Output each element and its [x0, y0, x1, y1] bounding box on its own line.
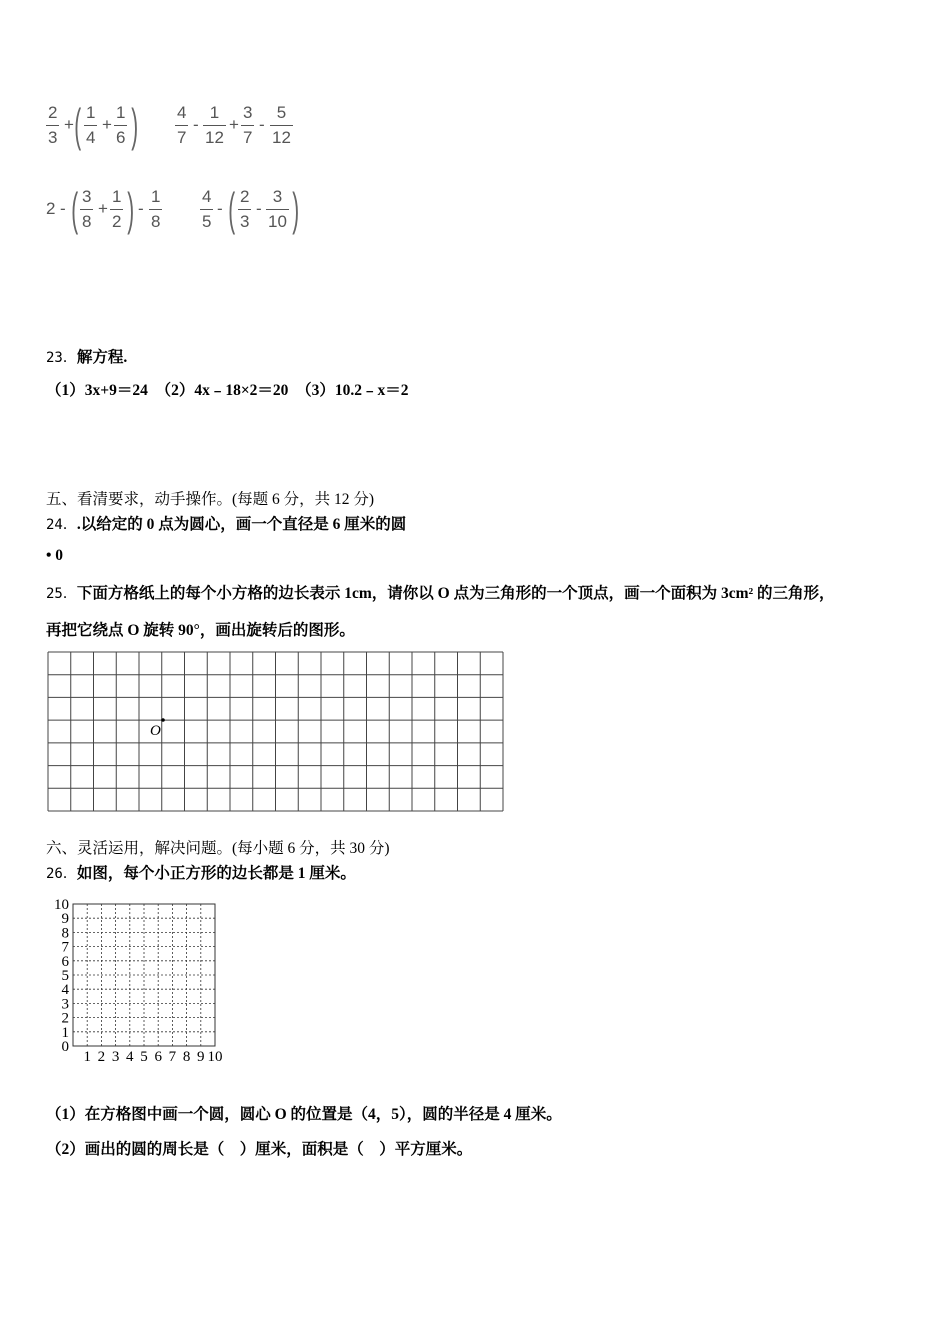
q26-sub2: （2）画出的圆的周长是（ ）厘米，面积是（ ）平方厘米。: [46, 1141, 473, 1158]
denominator: 4: [86, 128, 96, 147]
y-tick-label: 1: [61, 1024, 69, 1041]
operator: +: [98, 199, 108, 218]
denominator: 12: [272, 128, 291, 147]
fraction: [241, 103, 254, 148]
left-paren: (: [74, 99, 82, 151]
y-tick-label: 0: [61, 1039, 69, 1055]
denominator: 5: [202, 212, 212, 231]
question-number: 23．: [46, 350, 77, 366]
x-tick-label: 4: [126, 1049, 134, 1065]
fraction: [203, 103, 226, 148]
fraction: [80, 187, 93, 232]
left-paren: (: [71, 183, 79, 235]
question-number: 25．: [46, 586, 77, 602]
x-tick-label: 10: [207, 1049, 223, 1065]
fraction: [84, 103, 97, 148]
denominator: 7: [177, 128, 187, 147]
operator: -: [217, 199, 223, 218]
operator: -: [138, 199, 144, 218]
q23-equations: （1）3x+9＝24 （2）4x﹣18×2＝20 （3）10.2﹣x＝2: [46, 382, 409, 399]
denominator: 8: [151, 212, 161, 231]
x-tick-label: 1: [83, 1049, 91, 1065]
origin-label: O: [150, 723, 161, 739]
section-5-heading: 五、看清要求，动手操作。(每题 6 分，共 12 分): [46, 491, 375, 508]
operator: +: [64, 115, 74, 134]
denominator: 2: [112, 212, 122, 231]
fraction: [266, 187, 289, 232]
y-tick-label: 4: [61, 982, 69, 999]
operator: -: [259, 115, 265, 134]
numerator: 1: [151, 187, 161, 206]
q26-grid: [46, 894, 236, 1066]
numerator: 3: [82, 187, 92, 206]
fraction: [175, 103, 188, 148]
number: 2: [46, 199, 56, 218]
q26-title: [46, 861, 356, 883]
right-paren: ): [127, 183, 135, 235]
numerator: 1: [86, 103, 96, 122]
denominator: 12: [205, 128, 224, 147]
numerator: 1: [209, 103, 220, 122]
operator: -: [193, 115, 199, 134]
operator: -: [60, 199, 66, 218]
q25-line1: [46, 581, 835, 603]
denominator: 7: [243, 128, 253, 147]
q25-line2: 再把它绕点 O 旋转 90°，画出旋转后的图形。: [46, 622, 355, 639]
y-tick-label: 8: [61, 925, 69, 942]
question-text: 解方程.: [76, 349, 128, 366]
question-text: .以给定的 0 点为圆心，画一个直径是 6 厘米的圆: [76, 516, 407, 533]
denominator: 3: [48, 128, 58, 147]
x-tick-label: 2: [97, 1049, 106, 1065]
x-tick-label: 7: [168, 1049, 177, 1065]
question-text: 如图，每个小正方形的边长都是 1 厘米。: [76, 865, 356, 882]
numerator: 5: [276, 103, 287, 122]
numerator: 4: [202, 187, 212, 206]
q25-grid: [46, 651, 506, 814]
numerator: 4: [177, 103, 187, 122]
denominator: 10: [268, 212, 287, 231]
denominator: 8: [82, 212, 92, 231]
q26-sub1: （1）在方格图中画一个圆，圆心 O 的位置是（4，5），圆的半径是 4 厘米。: [46, 1106, 562, 1123]
x-tick-label: 3: [111, 1049, 120, 1065]
y-tick-label: 5: [61, 968, 69, 984]
center-point-label: • 0: [46, 547, 64, 564]
right-paren: ): [292, 183, 300, 235]
question-text: 下面方格纸上的每个小方格的边长表示 1cm，请你以 O 点为三角形的一个顶点，画一个面积为 3cm² 的三角形，: [76, 585, 835, 602]
y-tick-label: 10: [54, 897, 69, 913]
origin-point: [161, 718, 165, 722]
numerator: 2: [240, 187, 250, 206]
numerator: 3: [272, 187, 283, 206]
operator: +: [229, 115, 239, 134]
y-tick-label: 9: [61, 911, 69, 928]
q23-title: [46, 345, 127, 367]
x-tick-label: 6: [154, 1049, 162, 1065]
denominator: 6: [116, 128, 126, 147]
q24-title: [46, 512, 406, 534]
y-tick-label: 3: [61, 996, 69, 1013]
question-number: 24．: [46, 517, 77, 533]
fraction: [270, 103, 293, 148]
x-tick-label: 8: [182, 1049, 191, 1065]
x-tick-label: 9: [197, 1049, 205, 1065]
y-tick-label: 7: [61, 939, 69, 956]
numerator: 1: [116, 103, 126, 122]
fraction: [46, 103, 59, 148]
fraction: [114, 103, 127, 148]
fraction: [149, 187, 162, 232]
x-tick-label: 5: [140, 1049, 148, 1065]
denominator: 3: [240, 212, 250, 231]
right-paren: ): [131, 99, 139, 151]
numerator: 2: [48, 103, 58, 122]
operator: -: [256, 199, 262, 218]
y-tick-label: 2: [61, 1010, 69, 1027]
numerator: 1: [112, 187, 122, 206]
fraction: [200, 187, 213, 232]
numerator: 3: [243, 103, 253, 122]
fraction: [110, 187, 123, 232]
operator: +: [102, 115, 112, 134]
y-tick-label: 6: [61, 953, 69, 970]
fraction: [238, 187, 251, 232]
section-6-heading: 六、灵活运用，解决问题。(每小题 6 分，共 30 分): [46, 840, 390, 857]
question-number: 26．: [46, 866, 77, 882]
left-paren: (: [228, 183, 236, 235]
